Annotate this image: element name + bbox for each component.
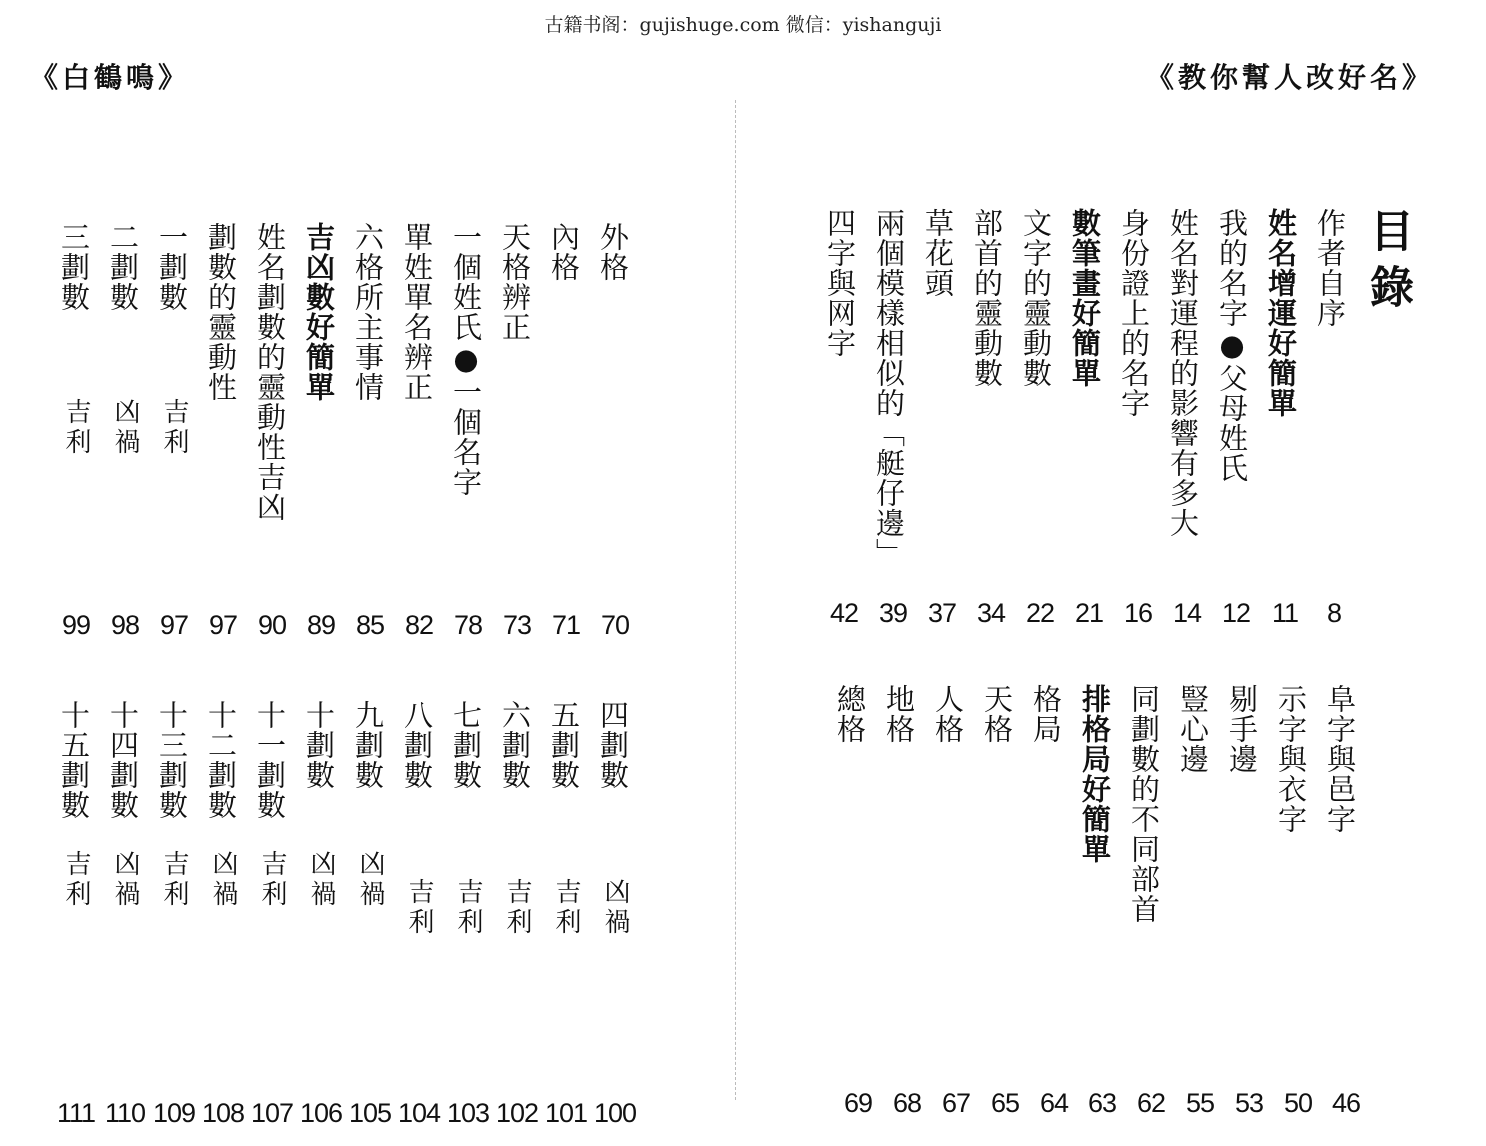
toc-page-number: 50 — [1283, 1088, 1313, 1118]
toc-entry-title: 內格 — [547, 222, 581, 282]
left-book-title: 《白鶴鳴》 — [30, 61, 191, 94]
watermark-text: 古籍书阁：gujishuge.com 微信：yishanguji — [544, 14, 942, 36]
toc-page-number: 104 — [397, 1098, 441, 1128]
toc-page-number: 105 — [348, 1098, 392, 1128]
toc-page-number: 63 — [1087, 1088, 1117, 1118]
toc-page-number: 97 — [208, 610, 238, 640]
fortune-note: 凶禍 — [355, 850, 385, 910]
fortune-note: 吉利 — [159, 850, 189, 910]
toc-entry-title: 四劃數 — [596, 700, 630, 790]
toc-entry-title: 姓名劃數的靈動性吉凶 — [253, 222, 287, 522]
toc-page-number: 111 — [56, 1098, 96, 1128]
fortune-note: 凶禍 — [208, 850, 238, 910]
fortune-note: 凶禍 — [110, 398, 140, 458]
toc-entry-title: 十一劃數 — [253, 700, 287, 820]
toc-entry-title: 姓名對運程的影響有多大 — [1166, 208, 1200, 538]
toc-entry-title: 阜字與邑字 — [1323, 684, 1357, 834]
toc-page-number: 71 — [551, 610, 581, 640]
toc-page-number: 110 — [104, 1098, 146, 1128]
toc-page-number: 100 — [593, 1098, 637, 1128]
toc-entry-title: 天格 — [980, 684, 1014, 744]
toc-page-number: 106 — [299, 1098, 343, 1128]
toc-entry-title: 草花頭 — [921, 208, 955, 298]
toc-entry-title: 劃數的靈動性 — [204, 222, 238, 402]
toc-page-number: 90 — [257, 610, 287, 640]
toc-entry-title: 十五劃數 — [57, 700, 91, 820]
page-fold-divider — [735, 100, 736, 1100]
toc-page-number: 16 — [1123, 598, 1153, 628]
toc-page-number: 68 — [892, 1088, 922, 1118]
toc-page-number: 109 — [152, 1098, 196, 1128]
fortune-note: 吉利 — [159, 398, 189, 458]
toc-entry-title: 八劃數 — [400, 700, 434, 790]
toc-entry-title: 兩個模樣相似的「艇仔邊」 — [872, 208, 906, 568]
toc-page-number: 70 — [600, 610, 630, 640]
toc-entry-title: 十二劃數 — [204, 700, 238, 820]
toc-entry-title: 十劃數 — [302, 700, 336, 790]
toc-entry-title: 吉凶數好簡單 — [302, 222, 336, 402]
toc-page-number: 37 — [927, 598, 957, 628]
fortune-note: 吉利 — [551, 878, 581, 938]
toc-page-number: 73 — [502, 610, 532, 640]
toc-page-number: 98 — [110, 610, 140, 640]
fortune-note: 吉利 — [257, 850, 287, 910]
toc-page-number: 64 — [1039, 1088, 1069, 1118]
toc-entry-title: 九劃數 — [351, 700, 385, 790]
toc-page-number: 78 — [453, 610, 483, 640]
toc-entry-title: 二劃數 — [106, 222, 140, 312]
toc-entry-title: 外格 — [596, 222, 630, 282]
toc-page-number: 62 — [1136, 1088, 1166, 1118]
toc-page-number: 55 — [1185, 1088, 1215, 1118]
fortune-note: 吉利 — [453, 878, 483, 938]
toc-entry-title: 數筆畫好簡單 — [1068, 208, 1102, 388]
fortune-note: 吉利 — [404, 878, 434, 938]
toc-page-number: 85 — [355, 610, 385, 640]
toc-entry-title: 天格辨正 — [498, 222, 532, 342]
toc-page-number: 46 — [1331, 1088, 1361, 1118]
toc-page-number: 97 — [159, 610, 189, 640]
toc-entry-title: 一個姓氏●一個名字 — [449, 222, 483, 497]
toc-entry-title: 單姓單名辨正 — [400, 222, 434, 402]
fortune-note: 凶禍 — [306, 850, 336, 910]
fortune-note: 吉利 — [61, 850, 91, 910]
toc-entry-title: 六格所主事情 — [351, 222, 385, 402]
toc-entry-title: 總格 — [833, 684, 867, 744]
toc-page-number: 65 — [990, 1088, 1020, 1118]
toc-page-number: 21 — [1074, 598, 1104, 628]
toc-page-number: 53 — [1234, 1088, 1264, 1118]
toc-page-number: 22 — [1025, 598, 1055, 628]
toc-page-number: 11 — [1271, 598, 1299, 628]
fortune-note: 凶禍 — [600, 878, 630, 938]
toc-page-number: 82 — [404, 610, 434, 640]
toc-entry-title: 姓名增運好簡單 — [1264, 208, 1298, 418]
toc-entry-title: 部首的靈動數 — [970, 208, 1004, 388]
toc-entry-title: 五劃數 — [547, 700, 581, 790]
toc-entry-title: 人格 — [931, 684, 965, 744]
toc-entry-title: 剔手邊 — [1225, 684, 1259, 774]
toc-entry-title: 一劃數 — [155, 222, 189, 312]
toc-page-number: 69 — [843, 1088, 873, 1118]
fortune-note: 吉利 — [502, 878, 532, 938]
right-book-title: 《教你幫人改好名》 — [1145, 61, 1434, 94]
toc-entry-title: 十四劃數 — [106, 700, 140, 820]
toc-entry-title: 身份證上的名字 — [1117, 208, 1151, 418]
toc-heading: 目錄 — [1362, 208, 1413, 320]
toc-entry-title: 七劃數 — [449, 700, 483, 790]
toc-entry-title: 四字與网字 — [823, 208, 857, 358]
toc-page-number: 39 — [878, 598, 908, 628]
toc-entry-title: 六劃數 — [498, 700, 532, 790]
toc-page-number: 67 — [941, 1088, 971, 1118]
toc-page-number: 8 — [1326, 598, 1342, 628]
toc-entry-title: 排格局好簡單 — [1078, 684, 1112, 864]
fortune-note: 吉利 — [61, 398, 91, 458]
toc-page-number: 12 — [1221, 598, 1251, 628]
toc-page-number: 42 — [829, 598, 859, 628]
toc-page-number: 101 — [544, 1098, 588, 1128]
toc-page-number: 99 — [61, 610, 91, 640]
toc-page-number: 103 — [446, 1098, 490, 1128]
toc-entry-title: 示字與衣字 — [1274, 684, 1308, 834]
toc-entry-title: 作者自序 — [1313, 208, 1347, 328]
toc-entry-title: 同劃數的不同部首 — [1127, 684, 1161, 924]
toc-entry-title: 地格 — [882, 684, 916, 744]
toc-page-number: 89 — [306, 610, 336, 640]
toc-entry-title: 我的名字●父母姓氏 — [1215, 208, 1249, 483]
toc-page-number: 34 — [976, 598, 1006, 628]
toc-entry-title: 格局 — [1029, 684, 1063, 744]
toc-entry-title: 三劃數 — [57, 222, 91, 312]
toc-page-number: 107 — [250, 1098, 294, 1128]
toc-entry-title: 豎心邊 — [1176, 684, 1210, 774]
toc-entry-title: 文字的靈動數 — [1019, 208, 1053, 388]
toc-page-number: 102 — [495, 1098, 539, 1128]
toc-page-number: 108 — [201, 1098, 245, 1128]
toc-page-number: 14 — [1172, 598, 1202, 628]
fortune-note: 凶禍 — [110, 850, 140, 910]
toc-entry-title: 十三劃數 — [155, 700, 189, 820]
